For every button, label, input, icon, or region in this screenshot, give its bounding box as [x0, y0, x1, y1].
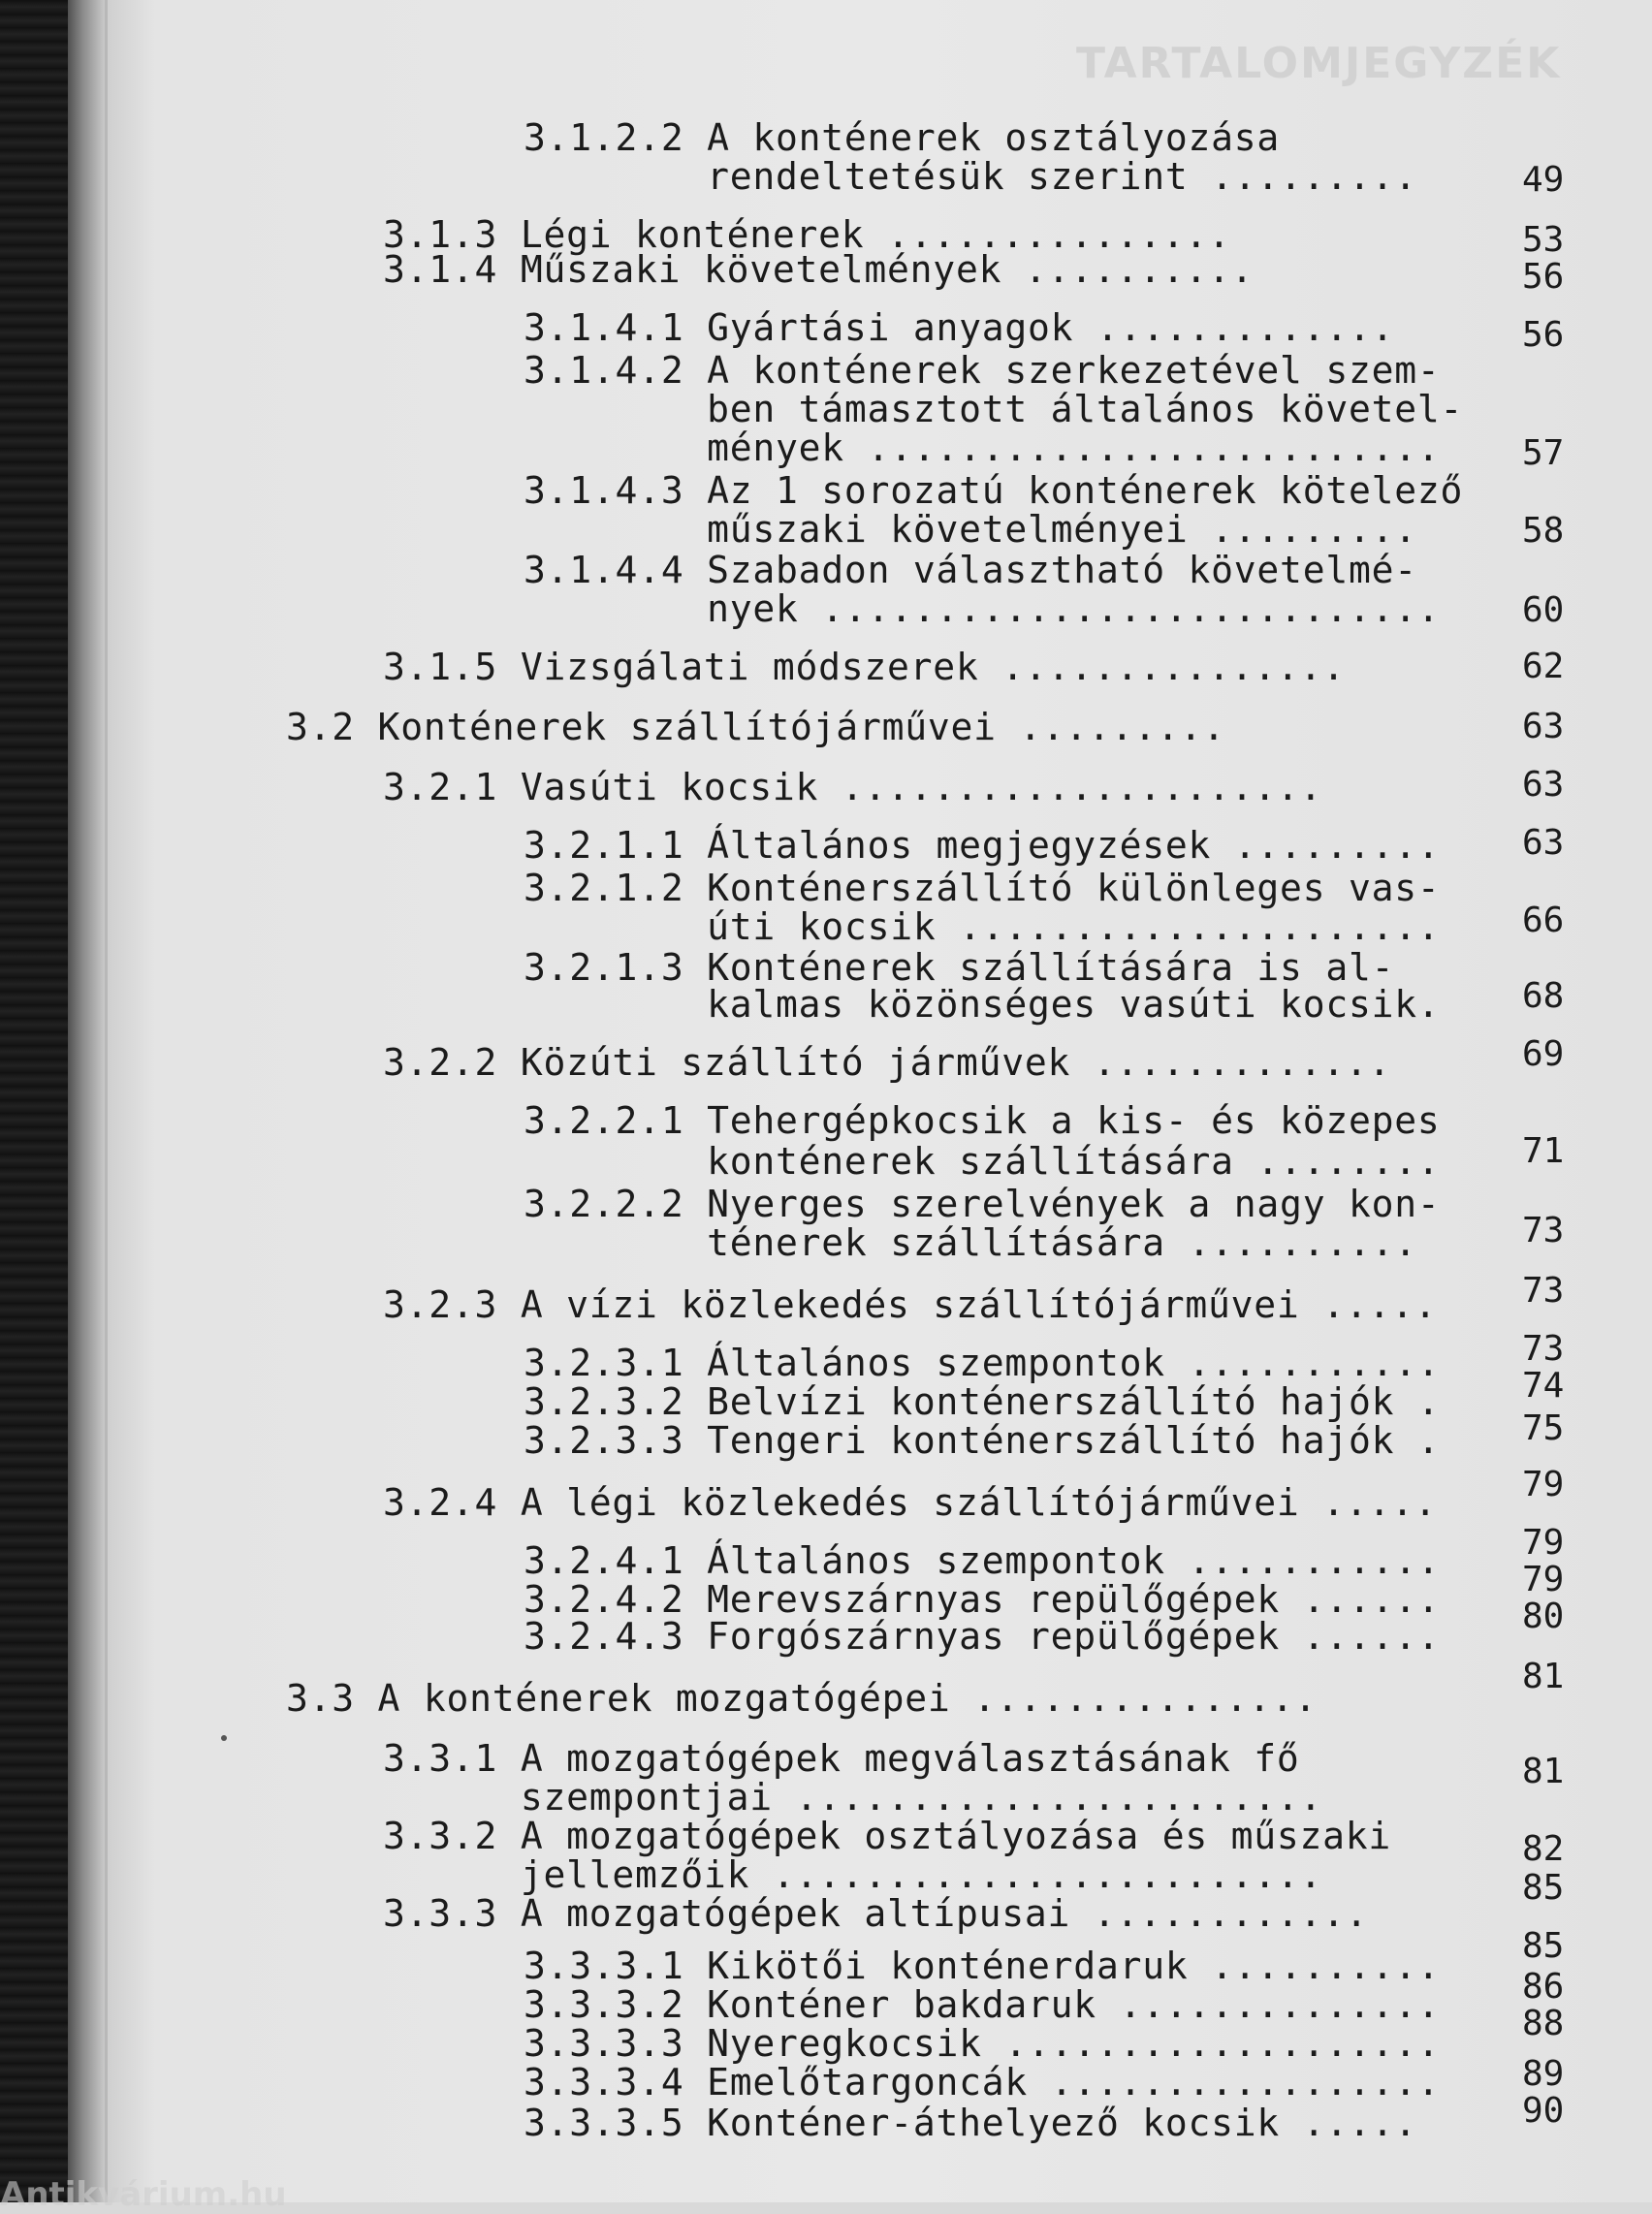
toc-line: 3.3.3 A mozgatógépek altípusai ............ [383, 1892, 1369, 1935]
toc-page-number: 71 [1522, 1131, 1565, 1171]
toc-line: 3.1.5 Vizsgálati módszerek ............... [383, 646, 1346, 688]
toc-page-number: 62 [1522, 647, 1565, 686]
toc-page-number: 79 [1522, 1465, 1565, 1504]
toc-page-number: 57 [1522, 433, 1565, 473]
toc-page-number: 89 [1522, 2054, 1565, 2094]
toc-line: kalmas közönséges vasúti kocsik. [524, 983, 1441, 1026]
toc-line: 3.3.3.2 Konténer bakdaruk .............. [524, 1983, 1441, 2026]
toc-line: szempontjai ....................... [383, 1776, 1323, 1819]
toc-line: 3.2.1.2 Konténerszállító különleges vas- [524, 867, 1441, 909]
toc-page-number: 75 [1522, 1408, 1565, 1448]
toc-line: 3.3.3.4 Emelőtargoncák ................. [524, 2061, 1441, 2103]
toc-page-number: 85 [1522, 1926, 1565, 1966]
toc-line: mények ......................... [524, 427, 1441, 469]
toc-line: jellemzőik ........................ [383, 1853, 1323, 1896]
toc-page-number: 90 [1522, 2091, 1565, 2131]
bleed-through-title: TARTALOMJEGYZÉK [1076, 39, 1562, 88]
toc-page-number: 53 [1522, 220, 1565, 260]
toc-line: konténerek szállítására ........ [524, 1140, 1441, 1183]
toc-line: 3.2.2.2 Nyerges szerelvények a nagy kon- [524, 1183, 1441, 1225]
toc-page-number: 49 [1522, 160, 1565, 200]
toc-page-number: 69 [1522, 1034, 1565, 1074]
toc-page-number: 60 [1522, 590, 1565, 630]
toc-page-number: 58 [1522, 511, 1565, 551]
ink-speck [221, 1735, 227, 1741]
toc-page-number: 56 [1522, 315, 1565, 355]
toc-line: ténerek szállítására .......... [524, 1221, 1417, 1264]
toc-line: 3.2 Konténerek szállítójárművei ......... [286, 706, 1226, 748]
toc-page-number: 63 [1522, 707, 1565, 746]
toc-page-number: 73 [1522, 1271, 1565, 1311]
toc-line: 3.3.3.1 Kikötői konténerdaruk .......... [524, 1945, 1441, 1987]
toc-line: 3.2.2 Közúti szállító járművek ............. [383, 1041, 1392, 1084]
toc-line: 3.2.1.3 Konténerek szállítására is al- [524, 946, 1395, 989]
toc-page-number: 81 [1522, 1657, 1565, 1696]
book-spine-shadow [0, 0, 68, 2202]
toc-page-number: 79 [1522, 1523, 1565, 1563]
toc-line: 3.2.4.2 Merevszárnyas repülőgépek ...... [524, 1578, 1441, 1621]
toc-line: 3.1.4 Műszaki követelmények .......... [383, 248, 1255, 291]
toc-line: 3.3.1 A mozgatógépek megválasztásának fő [383, 1737, 1300, 1780]
toc-line: 3.1.4.4 Szabadon választható követelmé- [524, 549, 1417, 591]
toc-page-number: 86 [1522, 1967, 1565, 2007]
toc-line: 3.3.2 A mozgatógépek osztályozása és műszaki [383, 1815, 1392, 1857]
toc-page-number: 73 [1522, 1211, 1565, 1250]
toc-line: ben támasztott általános követel- [524, 388, 1464, 430]
toc-line: rendeltetésük szerint ......... [524, 155, 1417, 198]
toc-line: 3.1.2.2 A konténerek osztályozása [524, 116, 1281, 159]
toc-line: 3.1.4.2 A konténerek szerkezetével szem- [524, 349, 1441, 392]
toc-page-number: 80 [1522, 1597, 1565, 1636]
toc-page-number: 63 [1522, 765, 1565, 805]
toc-line: úti kocsik ..................... [524, 905, 1441, 948]
toc-page-number: 82 [1522, 1829, 1565, 1869]
toc-line: 3.3.3.5 Konténer-áthelyező kocsik ..... [524, 2102, 1417, 2144]
toc-line: 3.1.4.1 Gyártási anyagok ............. [524, 306, 1395, 349]
toc-line: 3.2.4.1 Általános szempontok ........... [524, 1539, 1441, 1582]
toc-line: 3.2.4 A légi közlekedés szállítójárművei ..... [383, 1481, 1438, 1524]
toc-page-number: 85 [1522, 1868, 1565, 1908]
toc-line: műszaki követelményei ......... [524, 508, 1417, 551]
toc-page-number: 66 [1522, 901, 1565, 940]
toc-line: nyek ........................... [524, 587, 1441, 630]
toc-line: 3.2.3.1 Általános szempontok ........... [524, 1342, 1441, 1384]
toc-line: 3.2.3.2 Belvízi konténerszállító hajók . [524, 1380, 1441, 1423]
toc-line: 3.2.1 Vasúti kocsik ..................... [383, 766, 1323, 808]
watermark: Antikvárium.hu [0, 2175, 287, 2214]
toc-line: 3.1.4.3 Az 1 sorozatú konténerek kötelező [524, 469, 1464, 512]
toc-page-number: 56 [1522, 257, 1565, 297]
toc-line: 3.2.2.1 Tehergépkocsik a kis- és közepes [524, 1099, 1441, 1142]
toc-line: 3.1.3 Légi konténerek ............... [383, 213, 1231, 256]
toc-line: 3.3 A konténerek mozgatógépei ............... [286, 1677, 1318, 1720]
page-fold-line [105, 0, 108, 2202]
toc-line: 3.3.3.3 Nyeregkocsik ................... [524, 2022, 1441, 2065]
toc-line: 3.2.4.3 Forgószárnyas repülőgépek ...... [524, 1615, 1441, 1658]
toc-page-number: 63 [1522, 823, 1565, 863]
toc-page-number: 73 [1522, 1329, 1565, 1369]
toc-line: 3.2.3.3 Tengeri konténerszállító hajók . [524, 1419, 1441, 1462]
toc-line: 3.2.1.1 Általános megjegyzések ......... [524, 824, 1441, 867]
toc-page-number: 81 [1522, 1752, 1565, 1791]
toc-page-number: 74 [1522, 1366, 1565, 1406]
toc-line: 3.2.3 A vízi közlekedés szállítójárművei ..... [383, 1283, 1438, 1326]
toc-page-number: 68 [1522, 976, 1565, 1016]
toc-page-number: 88 [1522, 2004, 1565, 2043]
toc-page-number: 79 [1522, 1560, 1565, 1599]
